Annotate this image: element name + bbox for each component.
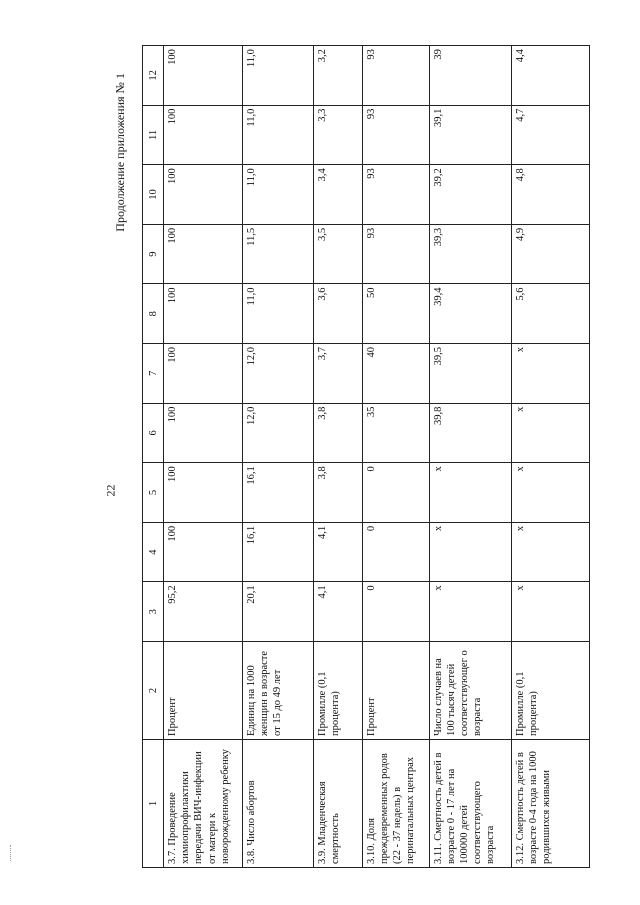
value-cell: 4,1 <box>313 582 362 642</box>
value-cell: 11,5 <box>242 224 313 284</box>
value-cell: 100 <box>164 105 243 165</box>
value-cell: 93 <box>362 165 429 225</box>
table-row <box>429 46 511 868</box>
unit-cell: Промилле (0,1 процента) <box>512 642 590 740</box>
table-row <box>512 46 590 868</box>
value-cell: 11,0 <box>242 46 313 106</box>
value-cell: 3,6 <box>313 284 362 344</box>
value-cell: 11,0 <box>242 105 313 165</box>
value-cell: х <box>512 463 590 523</box>
value-cell: 39 <box>429 46 511 106</box>
value-cell: 100 <box>164 284 243 344</box>
column-header: 4 <box>143 522 164 582</box>
value-cell: 0 <box>362 522 429 582</box>
unit-cell: Промилле (0,1 процента) <box>313 642 362 740</box>
value-cell: 100 <box>164 344 243 404</box>
value-cell: 39,2 <box>429 165 511 225</box>
value-cell: 100 <box>164 224 243 284</box>
value-cell: 20,1 <box>242 582 313 642</box>
value-cell: 4,8 <box>512 165 590 225</box>
value-cell: х <box>429 463 511 523</box>
value-cell: 12,0 <box>242 344 313 404</box>
value-cell: 100 <box>164 403 243 463</box>
column-header: 7 <box>143 344 164 404</box>
column-header: 5 <box>143 463 164 523</box>
unit-cell: Число случаев на 100 тысяч детей соответствующег о возраста <box>429 642 511 740</box>
value-cell: 11,0 <box>242 284 313 344</box>
value-cell: х <box>512 582 590 642</box>
value-cell: 0 <box>362 582 429 642</box>
column-header: 8 <box>143 284 164 344</box>
value-cell: 100 <box>164 522 243 582</box>
value-cell: х <box>429 582 511 642</box>
indicator-name-cell: 3.11. Смертность детей в возрасте 0 - 17 лет на 100000 детей соответствующего возраста <box>429 740 511 868</box>
value-cell: х <box>512 403 590 463</box>
table-header-row <box>143 46 164 868</box>
value-cell: 100 <box>164 46 243 106</box>
page-number: 22 <box>103 484 118 497</box>
value-cell: 93 <box>362 224 429 284</box>
value-cell: 93 <box>362 105 429 165</box>
value-cell: 95,2 <box>164 582 243 642</box>
value-cell: 16,1 <box>242 463 313 523</box>
value-cell: 100 <box>164 463 243 523</box>
value-cell: 4,4 <box>512 46 590 106</box>
value-cell: 3,8 <box>313 463 362 523</box>
value-cell: 16,1 <box>242 522 313 582</box>
value-cell: 35 <box>362 403 429 463</box>
margin-mark <box>10 845 13 861</box>
value-cell: 3,4 <box>313 165 362 225</box>
value-cell: 3,3 <box>313 105 362 165</box>
value-cell: 11,0 <box>242 165 313 225</box>
table-row <box>242 46 313 868</box>
value-cell: 12,0 <box>242 403 313 463</box>
column-header: 11 <box>143 105 164 165</box>
value-cell: х <box>512 344 590 404</box>
value-cell: 100 <box>164 165 243 225</box>
value-cell: х <box>429 522 511 582</box>
value-cell: 50 <box>362 284 429 344</box>
unit-cell: Процент <box>362 642 429 740</box>
column-header: 9 <box>143 224 164 284</box>
indicators-table <box>142 45 590 868</box>
table-row <box>362 46 429 868</box>
value-cell: 40 <box>362 344 429 404</box>
value-cell: 4,1 <box>313 522 362 582</box>
value-cell: 3,2 <box>313 46 362 106</box>
value-cell: 93 <box>362 46 429 106</box>
value-cell: 39,1 <box>429 105 511 165</box>
indicator-name-cell: 3.10. Доля преждевременных родов (22 - 37 недель) в перинатальных центрах <box>362 740 429 868</box>
table-row <box>164 46 243 868</box>
indicator-name-cell: 3.8. Число абортов <box>242 740 313 868</box>
column-header: 1 <box>143 740 164 868</box>
indicator-name-cell: 3.9. Младенческая смертность <box>313 740 362 868</box>
indicator-name-cell: 3.7. Проведение химиопрофилактики передачи ВИЧ-инфекции от матери к новорожденному ребенку <box>164 740 243 868</box>
value-cell: 39,4 <box>429 284 511 344</box>
unit-cell: Процент <box>164 642 243 740</box>
value-cell: 5,6 <box>512 284 590 344</box>
indicator-name-cell: 3.12. Смертность детей в возрасте 0-4 года на 1000 родившихся живыми <box>512 740 590 868</box>
column-header: 12 <box>143 46 164 106</box>
appendix-continuation-note: Продолжение приложения № 1 <box>113 73 127 232</box>
column-header: 2 <box>143 642 164 740</box>
column-header: 10 <box>143 165 164 225</box>
value-cell: 39,5 <box>429 344 511 404</box>
value-cell: 4,9 <box>512 224 590 284</box>
value-cell: 4,7 <box>512 105 590 165</box>
table-row <box>313 46 362 868</box>
value-cell: 0 <box>362 463 429 523</box>
value-cell: 39,8 <box>429 403 511 463</box>
value-cell: 3,8 <box>313 403 362 463</box>
table-container <box>142 46 590 868</box>
column-header: 3 <box>143 582 164 642</box>
unit-cell: Единиц на 1000 женщин в возрасте от 15 до 49 лет <box>242 642 313 740</box>
value-cell: 39,3 <box>429 224 511 284</box>
value-cell: 3,5 <box>313 224 362 284</box>
value-cell: 3,7 <box>313 344 362 404</box>
column-header: 6 <box>143 403 164 463</box>
value-cell: х <box>512 522 590 582</box>
